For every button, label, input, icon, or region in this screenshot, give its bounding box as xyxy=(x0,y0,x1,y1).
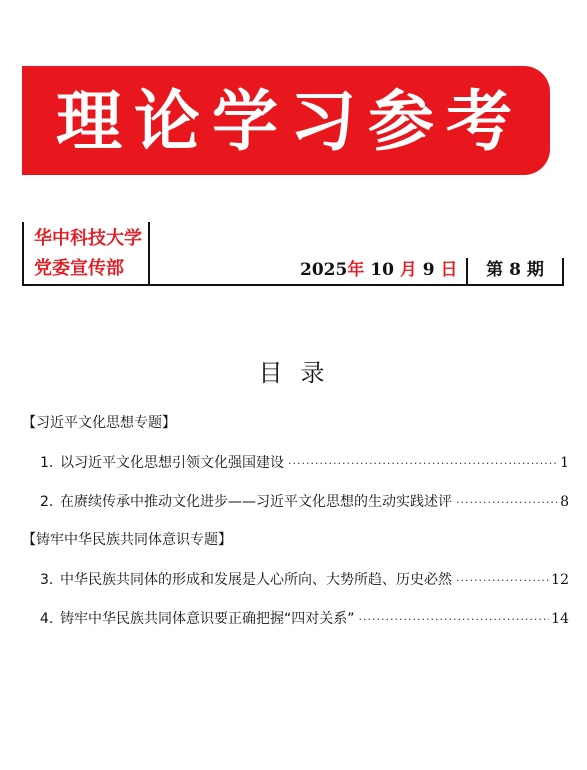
issue-number: 第 8 期 xyxy=(486,260,544,280)
toc-section-title: 【铸牢中华民族共同体意识专题】 xyxy=(22,532,232,548)
toc-entry-number: 4. xyxy=(40,611,54,627)
toc-entry[interactable] xyxy=(40,612,569,626)
toc-entry-number: 3. xyxy=(40,572,54,588)
toc-entry-number: 1. xyxy=(40,455,54,471)
title-banner xyxy=(22,66,550,175)
toc-entry[interactable] xyxy=(40,456,569,470)
toc-entry-title[interactable]: 在赓续传承中推动文化进步——习近平文化思想的生动实践述评 xyxy=(60,494,452,510)
toc-entry[interactable] xyxy=(40,573,569,587)
toc-entry-page: 14 xyxy=(551,611,569,627)
toc-entry[interactable] xyxy=(40,495,569,509)
toc-entry-title[interactable]: 中华民族共同体的形成和发展是人心所向、大势所趋、历史必然 xyxy=(60,572,452,588)
toc-dot-leader xyxy=(456,575,549,586)
date-year: 2025 xyxy=(300,260,348,280)
publication-title: 理论学习参考 xyxy=(56,81,524,160)
toc-heading: 目录 xyxy=(258,359,343,387)
toc-dot-leader xyxy=(359,614,550,625)
toc-entry-title[interactable]: 铸牢中华民族共同体意识要正确把握“四对关系” xyxy=(60,611,355,627)
toc-entry-page: 1 xyxy=(560,455,569,471)
issue-number-box xyxy=(466,258,564,284)
toc-entry-page: 12 xyxy=(551,572,569,588)
date-day: 9 xyxy=(422,260,435,280)
toc-entry-number: 2. xyxy=(40,494,54,510)
toc-entry-title[interactable]: 以习近平文化思想引领文化强国建设 xyxy=(60,455,284,471)
toc-dot-leader xyxy=(456,497,558,508)
date-month: 10 xyxy=(370,260,394,280)
toc-dot-leader xyxy=(288,458,558,469)
toc-entry-page: 8 xyxy=(560,494,569,510)
date-month-unit: 月 xyxy=(399,260,417,280)
organization-department: 党委宣传部 xyxy=(34,258,124,279)
masthead-divider xyxy=(22,284,564,286)
issue-date xyxy=(300,262,458,279)
toc-section-title: 【习近平文化思想专题】 xyxy=(22,415,176,431)
date-year-unit: 年 xyxy=(347,260,365,280)
date-day-unit: 日 xyxy=(440,260,458,280)
organization-block xyxy=(22,222,150,284)
organization-university: 华中科技大学 xyxy=(34,228,142,249)
